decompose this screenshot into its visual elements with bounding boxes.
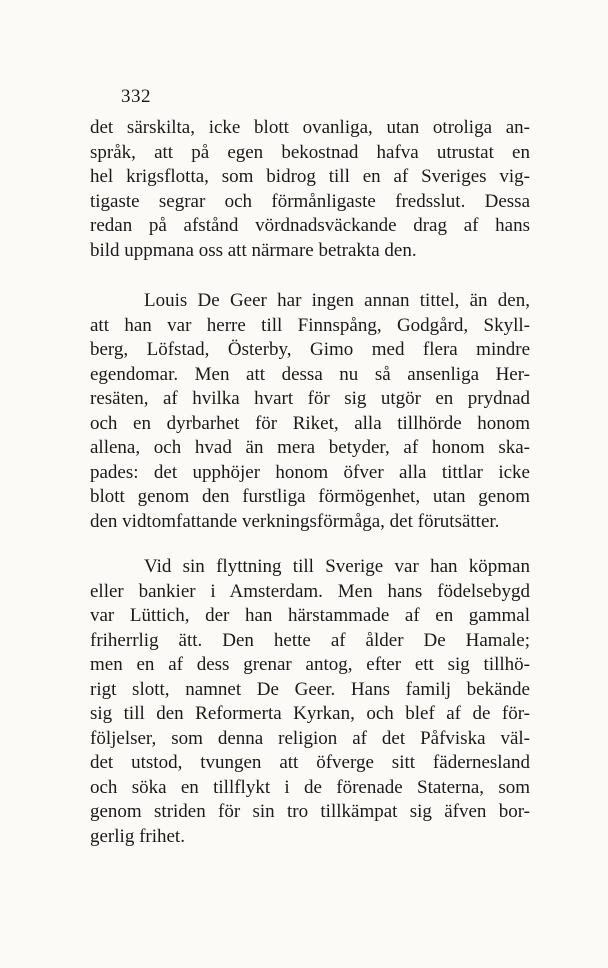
text-line: Vid sin flyttning till Sverige var han köpman [144, 556, 530, 577]
text-line: den vidtomfattande verkningsförmåga, det förutsätter. [90, 510, 500, 532]
text-line: rigt slott, namnet De Geer. Hans familj bekände [90, 678, 530, 700]
text-line: bild uppmana oss att närmare betrakta den. [90, 239, 417, 261]
text-line: allena, och hvad än mera betyder, af honom ska- [90, 437, 530, 458]
text-line: egendomar. Men att dessa nu så ansenliga Her- [90, 363, 530, 385]
text-line: eller bankier i Amsterdam. Men hans födelsebygd [90, 580, 530, 602]
text-line: friherrlig ätt. Den hette af ålder De Hamale; [90, 629, 530, 651]
text-line: sig till den Reformerta Kyrkan, och blef af de för- [90, 703, 530, 724]
text-line: och söka en tillflykt i de förenade Staterna, som [90, 776, 530, 798]
text-line: följelser, som denna religion af det Påfviska väl- [90, 727, 530, 749]
text-line: det utstod, tvungen att öfverge sitt fädernesland [90, 752, 530, 773]
page-number: 332 [121, 86, 151, 107]
text-line: språk, att på egen bekostnad hafva utrustat en [90, 141, 530, 163]
paragraph-3 [90, 555, 530, 849]
text-line: pades: det upphöjer honom öfver alla tittlar icke [90, 461, 530, 483]
paragraph-1 [90, 116, 530, 263]
text-line: blott genom den furstliga förmögenhet, utan genom [90, 486, 530, 507]
text-line: att han var herre till Finnspång, Godgård, Skyll- [90, 314, 530, 336]
text-line: hel krigsflotta, som bidrog till en af Sveriges vig- [90, 166, 530, 187]
text-line: men en af dess grenar antog, efter ett sig tillhö- [90, 654, 530, 675]
text-line: redan på afstånd vördnadsväckande drag af hans [90, 215, 530, 236]
text-line: Louis De Geer har ingen annan tittel, än den, [144, 290, 530, 311]
paragraph-2 [90, 289, 530, 534]
text-line: var Lüttich, der han härstammade af en gammal [90, 605, 530, 626]
text-line: tigaste segrar och förmånligaste fredsslut. Dessa [90, 190, 530, 212]
text-line: det särskilta, icke blott ovanliga, utan otroliga an- [90, 117, 530, 138]
text-line: berg, Löfstad, Österby, Gimo med flera mindre [90, 339, 530, 360]
text-line: gerlig frihet. [90, 825, 185, 847]
text-line: resäten, af hvilka hvart för sig utgör en prydnad [90, 388, 530, 409]
text-line: genom striden för sin tro tillkämpat sig äfven bor- [90, 801, 530, 822]
text-line: och en dyrbarhet för Riket, alla tillhörde honom [90, 412, 530, 434]
